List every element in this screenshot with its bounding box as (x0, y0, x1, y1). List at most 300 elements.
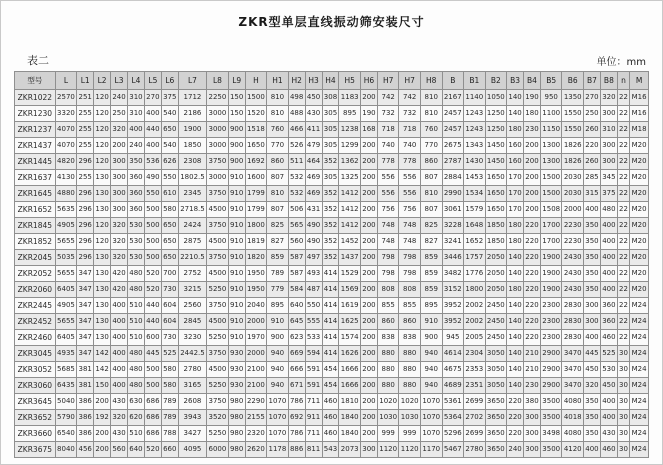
value-cell: 3000 (207, 170, 229, 186)
model-header-cell: 型号 (15, 72, 56, 90)
value-cell: 350 (127, 154, 144, 170)
table-row (15, 282, 649, 298)
value-cell: 740 (377, 138, 399, 154)
value-cell: 180 (507, 218, 524, 234)
header-cell: L2 (94, 72, 111, 90)
value-cell: 711 (305, 394, 322, 410)
value-cell: 1070 (267, 394, 289, 410)
value-cell: 626 (161, 154, 178, 170)
value-cell: 1619 (339, 298, 361, 314)
value-cell: 660 (161, 442, 178, 458)
value-cell: 168 (360, 122, 377, 138)
value-cell: 200 (360, 330, 377, 346)
value-cell: 200 (360, 298, 377, 314)
value-cell: 347 (77, 298, 94, 314)
value-cell: 1810 (339, 394, 361, 410)
value-cell: 3320 (55, 106, 77, 122)
value-cell: 4905 (55, 298, 77, 314)
value-cell: 980 (228, 426, 245, 442)
value-cell: 1070 (267, 410, 289, 426)
value-cell: 2787 (442, 154, 464, 170)
value-cell: 1437 (339, 250, 361, 266)
header-cell: H3 (305, 72, 322, 90)
value-cell: 296 (77, 202, 94, 218)
value-cell: 200 (524, 202, 541, 218)
value-cell: 1950 (245, 282, 267, 298)
value-cell: 431 (305, 202, 322, 218)
value-cell: 200 (360, 362, 377, 378)
value-cell: 2845 (178, 314, 206, 330)
value-cell: 500 (144, 378, 161, 394)
value-cell: 587 (288, 250, 305, 266)
value-cell: 510 (127, 330, 144, 346)
value-cell: 1666 (339, 362, 361, 378)
value-cell: 650 (161, 234, 178, 250)
value-cell: 140 (507, 266, 524, 282)
value-cell: 460 (322, 426, 339, 442)
value-cell: M20 (630, 138, 649, 154)
value-cell: 3050 (485, 362, 507, 378)
header-cell: B7 (584, 72, 601, 90)
header-cell: L9 (228, 72, 245, 90)
value-cell: 556 (399, 186, 421, 202)
value-cell: 400 (600, 218, 617, 234)
value-cell: 807 (267, 170, 289, 186)
value-cell: 560 (288, 234, 305, 250)
value-cell: 540 (161, 106, 178, 122)
value-cell: 1100 (540, 106, 562, 122)
value-cell: 300 (111, 170, 128, 186)
value-cell: 3215 (178, 282, 206, 298)
value-cell: 827 (267, 234, 289, 250)
value-cell: 30 (617, 378, 629, 394)
value-cell: 400 (144, 106, 161, 122)
value-cell: 825 (267, 218, 289, 234)
value-cell: 320 (111, 234, 128, 250)
value-cell: 910 (228, 218, 245, 234)
value-cell: 22 (617, 266, 629, 282)
value-cell: M24 (630, 426, 649, 442)
value-cell: 220 (524, 250, 541, 266)
header-cell: L4 (127, 72, 144, 90)
value-cell: 1250 (485, 106, 507, 122)
value-cell: 5250 (207, 330, 229, 346)
value-cell: 4500 (207, 202, 229, 218)
value-cell: 300 (600, 138, 617, 154)
value-cell: 255 (77, 170, 94, 186)
value-cell: 2699 (464, 426, 486, 442)
value-cell: 1500 (540, 170, 562, 186)
value-cell: 940 (420, 378, 442, 394)
value-cell: 240 (127, 138, 144, 154)
value-cell: 480 (127, 362, 144, 378)
value-cell: 2050 (485, 250, 507, 266)
value-cell: 1826 (562, 154, 584, 170)
value-cell: 550 (161, 170, 178, 186)
table-meta-row (27, 52, 646, 68)
value-cell: 480 (127, 346, 144, 362)
value-cell: 200 (360, 138, 377, 154)
value-cell: 945 (442, 330, 464, 346)
value-cell: 350 (584, 234, 601, 250)
value-cell: 760 (267, 122, 289, 138)
value-cell: M20 (630, 234, 649, 250)
value-cell: 2830 (562, 330, 584, 346)
table-row (15, 426, 649, 442)
value-cell: 1550 (562, 122, 584, 138)
value-cell: 2752 (178, 266, 206, 282)
value-cell: 2320 (245, 426, 267, 442)
value-cell: 1050 (485, 90, 507, 106)
header-cell: H (245, 72, 267, 90)
value-cell: 910 (228, 282, 245, 298)
value-cell: 1534 (464, 186, 486, 202)
value-cell: 604 (161, 314, 178, 330)
value-cell: 352 (322, 234, 339, 250)
value-cell: 220 (507, 426, 524, 442)
header-cell: B2 (485, 72, 507, 90)
model-cell: ZKR2452 (15, 314, 56, 330)
value-cell: 5467 (442, 442, 464, 458)
value-cell: 900 (228, 154, 245, 170)
table-row (15, 442, 649, 458)
value-cell: 798 (399, 266, 421, 282)
value-cell: 479 (305, 138, 322, 154)
value-cell: M20 (630, 170, 649, 186)
value-cell: 296 (77, 234, 94, 250)
value-cell: 1625 (339, 314, 361, 330)
value-cell: 296 (77, 154, 94, 170)
value-cell: 420 (111, 282, 128, 298)
value-cell: 381 (77, 362, 94, 378)
value-cell: 22 (617, 218, 629, 234)
value-cell: 880 (377, 362, 399, 378)
value-cell: 550 (144, 186, 161, 202)
value-cell: 3241 (442, 234, 464, 250)
value-cell: 180 (524, 106, 541, 122)
value-cell: 2351 (464, 378, 486, 394)
value-cell: 910 (228, 186, 245, 202)
value-cell: 756 (399, 202, 421, 218)
value-cell: 3750 (207, 218, 229, 234)
value-cell: 807 (420, 170, 442, 186)
value-cell: 1652 (464, 234, 486, 250)
value-cell: 910 (228, 250, 245, 266)
value-cell: 2304 (464, 346, 486, 362)
value-cell: 414 (322, 330, 339, 346)
value-cell: 748 (399, 218, 421, 234)
value-cell: 120 (94, 106, 111, 122)
value-cell: 4070 (55, 138, 77, 154)
value-cell: 6405 (55, 330, 77, 346)
value-cell: 130 (94, 186, 111, 202)
header-cell: H6 (360, 72, 377, 90)
value-cell: 1650 (485, 170, 507, 186)
value-cell: 450 (305, 90, 322, 106)
value-cell: 1508 (540, 202, 562, 218)
value-cell: 2250 (207, 90, 229, 106)
value-cell: 1799 (245, 186, 267, 202)
value-cell: 798 (377, 266, 399, 282)
value-cell: 811 (305, 442, 322, 458)
value-cell: 255 (77, 138, 94, 154)
value-cell: 1569 (339, 282, 361, 298)
value-cell: 808 (377, 282, 399, 298)
value-cell: 310 (127, 90, 144, 106)
value-cell: 1450 (485, 138, 507, 154)
value-cell: 400 (111, 314, 128, 330)
value-cell: 825 (420, 218, 442, 234)
value-cell: 220 (524, 218, 541, 234)
value-cell: 305 (322, 138, 339, 154)
header-cell: B3 (507, 72, 524, 90)
value-cell: 530 (600, 362, 617, 378)
value-cell: 511 (288, 154, 305, 170)
value-cell: 320 (600, 90, 617, 106)
table-row (15, 298, 649, 314)
value-cell: 4080 (562, 426, 584, 442)
value-cell: 3427 (178, 426, 206, 442)
value-cell: 779 (267, 282, 289, 298)
value-cell: 200 (360, 90, 377, 106)
value-cell: M20 (630, 250, 649, 266)
value-cell: 2875 (178, 234, 206, 250)
value-cell: 381 (77, 378, 94, 394)
value-cell: 859 (420, 250, 442, 266)
value-cell: 1700 (540, 234, 562, 250)
value-cell: 700 (161, 266, 178, 282)
value-cell: 22 (617, 154, 629, 170)
value-cell: 3500 (540, 442, 562, 458)
value-cell: 930 (228, 362, 245, 378)
table-row (15, 122, 649, 138)
value-cell: 296 (77, 218, 94, 234)
value-cell: 525 (161, 346, 178, 362)
value-cell: 1518 (245, 122, 267, 138)
value-cell: 220 (524, 282, 541, 298)
value-cell: 533 (305, 330, 322, 346)
model-cell: ZKR1645 (15, 186, 56, 202)
value-cell: 250 (111, 106, 128, 122)
value-cell: 2430 (562, 282, 584, 298)
value-cell: 798 (399, 250, 421, 266)
value-cell: 940 (420, 362, 442, 378)
value-cell: 386 (77, 410, 94, 426)
value-cell: 1826 (562, 138, 584, 154)
value-cell: 220 (507, 394, 524, 410)
table-row (15, 314, 649, 330)
value-cell: 5364 (442, 410, 464, 426)
header-cell: B4 (524, 72, 541, 90)
value-cell: 880 (399, 378, 421, 394)
value-cell: 285 (584, 170, 601, 186)
value-cell: 1325 (339, 170, 361, 186)
value-cell: 732 (377, 106, 399, 122)
value-cell: 296 (77, 186, 94, 202)
value-cell: 1648 (464, 218, 486, 234)
model-cell: ZKR1845 (15, 218, 56, 234)
value-cell: 1250 (485, 122, 507, 138)
value-cell: 1343 (464, 138, 486, 154)
value-cell: 400 (127, 122, 144, 138)
value-cell: 1299 (339, 138, 361, 154)
value-cell: 2430 (562, 266, 584, 282)
value-cell: 142 (94, 362, 111, 378)
value-cell: 3750 (207, 298, 229, 314)
value-cell: 3000 (207, 122, 229, 138)
value-cell: 880 (377, 346, 399, 362)
value-cell: 130 (94, 298, 111, 314)
value-cell: 1300 (540, 154, 562, 170)
value-cell: 500 (144, 202, 161, 218)
table-row (15, 90, 649, 106)
value-cell: 620 (127, 410, 144, 426)
value-cell: 623 (288, 330, 305, 346)
value-cell: 22 (617, 90, 629, 106)
header-cell: H4 (322, 72, 339, 90)
value-cell: 2900 (540, 346, 562, 362)
value-cell: 786 (288, 426, 305, 442)
value-cell: 2050 (485, 266, 507, 282)
value-cell: 2002 (464, 314, 486, 330)
value-cell: 604 (161, 298, 178, 314)
value-cell: 980 (228, 394, 245, 410)
value-cell: 1900 (540, 282, 562, 298)
value-cell: 645 (288, 314, 305, 330)
value-cell: 200 (94, 426, 111, 442)
value-cell: 490 (144, 170, 161, 186)
value-cell: 220 (524, 266, 541, 282)
value-cell: 1070 (420, 394, 442, 410)
value-cell: 300 (524, 410, 541, 426)
value-cell: 160 (507, 154, 524, 170)
value-cell: 250 (584, 106, 601, 122)
value-cell: 686 (144, 426, 161, 442)
value-cell: 315 (584, 186, 601, 202)
value-cell: 525 (600, 346, 617, 362)
value-cell: 170 (507, 170, 524, 186)
value-cell: 130 (94, 314, 111, 330)
value-cell: 170 (507, 186, 524, 202)
value-cell: 1350 (562, 90, 584, 106)
value-cell: 580 (161, 362, 178, 378)
value-cell: M24 (630, 314, 649, 330)
value-cell: 3000 (207, 138, 229, 154)
value-cell: 140 (507, 378, 524, 394)
value-cell: 910 (228, 298, 245, 314)
value-cell: 200 (360, 410, 377, 426)
value-cell: 305 (322, 106, 339, 122)
value-cell: 591 (305, 362, 322, 378)
dimensions-table (14, 71, 649, 458)
value-cell: 200 (111, 138, 128, 154)
value-cell: 1520 (245, 106, 267, 122)
value-cell: 2675 (442, 138, 464, 154)
value-cell: 2186 (178, 106, 206, 122)
value-cell: 200 (360, 234, 377, 250)
value-cell: 460 (600, 330, 617, 346)
value-cell: 120 (94, 138, 111, 154)
value-cell: 1300 (540, 138, 562, 154)
model-cell: ZKR2045 (15, 250, 56, 266)
value-cell: M24 (630, 330, 649, 346)
value-cell: 260 (584, 154, 601, 170)
value-cell: 414 (322, 314, 339, 330)
value-cell: 350 (584, 266, 601, 282)
value-cell: 3750 (207, 250, 229, 266)
value-cell: 940 (420, 346, 442, 362)
value-cell: M16 (630, 106, 649, 122)
table-row (15, 250, 649, 266)
value-cell: 3061 (442, 202, 464, 218)
value-cell: 400 (600, 234, 617, 250)
model-cell: ZKR1022 (15, 90, 56, 106)
value-cell: 640 (288, 298, 305, 314)
value-cell: 900 (420, 330, 442, 346)
value-cell: 400 (111, 362, 128, 378)
value-cell: 488 (288, 106, 305, 122)
table-row (15, 346, 649, 362)
value-cell: 940 (267, 378, 289, 394)
value-cell: 4018 (562, 410, 584, 426)
value-cell: 220 (524, 298, 541, 314)
value-cell: 4095 (178, 442, 206, 458)
value-cell: 827 (420, 234, 442, 250)
value-cell: 2300 (540, 314, 562, 330)
value-cell: 789 (161, 394, 178, 410)
value-cell: 464 (305, 154, 322, 170)
value-cell: 686 (144, 410, 161, 426)
model-cell: ZKR3052 (15, 362, 56, 378)
value-cell: 255 (77, 122, 94, 138)
value-cell: 466 (288, 122, 305, 138)
value-cell: 510 (127, 426, 144, 442)
value-cell: 460 (600, 442, 617, 458)
value-cell: 1840 (339, 426, 361, 442)
value-cell: 900 (228, 122, 245, 138)
value-cell: 490 (305, 218, 322, 234)
value-cell: 2345 (178, 186, 206, 202)
value-cell: 500 (144, 250, 161, 266)
value-cell: 895 (420, 298, 442, 314)
value-cell: 2570 (55, 90, 77, 106)
header-cell: L1 (77, 72, 94, 90)
value-cell: 1574 (339, 330, 361, 346)
value-cell: 345 (600, 170, 617, 186)
model-cell: ZKR2445 (15, 298, 56, 314)
value-cell: 4120 (562, 442, 584, 458)
value-cell: 300 (600, 154, 617, 170)
value-cell: 200 (524, 186, 541, 202)
value-cell: 2167 (442, 90, 464, 106)
value-cell: 1600 (245, 170, 267, 186)
value-cell: 200 (524, 170, 541, 186)
value-cell: 170 (507, 202, 524, 218)
value-cell: 498 (288, 90, 305, 106)
value-cell: 2230 (562, 234, 584, 250)
value-cell: 1820 (245, 250, 267, 266)
value-cell: 580 (161, 378, 178, 394)
value-cell: 22 (617, 282, 629, 298)
value-cell: 940 (267, 346, 289, 362)
value-cell: M16 (630, 90, 649, 106)
value-cell: 2900 (540, 378, 562, 394)
value-cell: 2457 (442, 106, 464, 122)
value-cell: 810 (267, 186, 289, 202)
value-cell: 150 (228, 106, 245, 122)
value-cell: 630 (127, 394, 144, 410)
value-cell: 2002 (464, 298, 486, 314)
